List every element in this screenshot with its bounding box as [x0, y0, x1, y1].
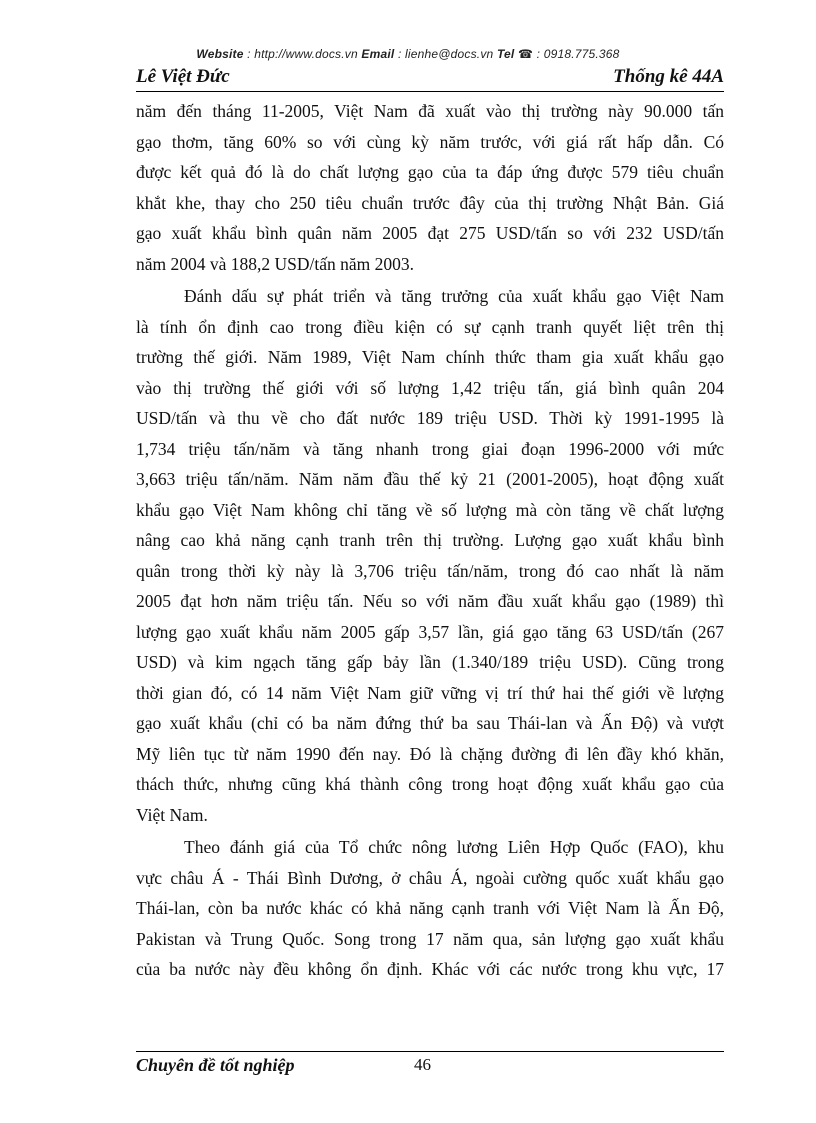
website-label: Website [196, 47, 244, 61]
text-line: của ba nước này đều không ổn định. Khác với các nước trong khu vực, 17 [136, 959, 724, 979]
text-line: khẩu gạo Việt Nam không chỉ tăng về số lượng mà còn tăng về chất lượng [136, 499, 724, 520]
text-line: 3,663 triệu tấn/năm. Năm năm đầu thế kỷ 21 (2001-2005), hoạt động xuất [136, 469, 724, 489]
email-address: : lienhe@docs.vn [394, 47, 497, 61]
tel-number: : 0918.775.368 [533, 47, 620, 61]
footer-title: Chuyên đề tốt nghiệp [136, 1055, 295, 1075]
text-line: nâng cao khả năng cạnh tranh trên thị trường. Lượng gạo xuất khẩu bình [136, 530, 724, 550]
course-name: Thống kê 44A [613, 66, 724, 87]
text-line: được kết quả đó là do chất lượng gạo của ta đáp ứng được 579 tiêu chuẩn [136, 162, 724, 182]
footer-divider [136, 1051, 724, 1052]
text-line: gạo thơm, tăng 60% so với cùng kỳ năm trước, với giá rất hấp dẫn. Có [136, 131, 724, 152]
text-line: vực châu Á - Thái Bình Dương, ở châu Á, ngoài cường quốc xuất khẩu gạo [136, 867, 724, 888]
text-line: Thái-lan, còn ba nước khác có khả năng cạnh tranh với Việt Nam là Ấn Độ, [136, 898, 724, 918]
text-line: gạo xuất khẩu (chỉ có ba năm đứng thứ ba sau Thái-lan và Ấn Độ) và vượt [136, 713, 724, 733]
text-line: gạo xuất khẩu bình quân năm 2005 đạt 275 USD/tấn so với 232 USD/tấn [136, 223, 724, 243]
text-line: 1,734 triệu tấn/năm và tăng nhanh trong giai đoạn 1996-2000 với mức [136, 438, 724, 459]
text-line: Việt Nam. [136, 804, 208, 825]
running-header [136, 66, 724, 88]
text-line: năm 2004 và 188,2 USD/tấn năm 2003. [136, 253, 415, 274]
text-line: vào thị trường thế giới với số lượng 1,42 triệu tấn, giá bình quân 204 [136, 377, 724, 398]
website-contact-line [0, 47, 816, 61]
text-line: Theo đánh giá của Tổ chức nông lương Liên Hợp Quốc (FAO), khu [184, 837, 724, 857]
document-body [136, 96, 724, 985]
text-line: lượng gạo xuất khẩu năm 2005 gấp 3,57 lần, giá gạo tăng 63 USD/tấn (267 [136, 621, 724, 642]
text-line: USD) và kim ngạch tăng gấp bảy lần (1.340/189 triệu USD). Cũng trong [136, 652, 724, 672]
paragraph [136, 96, 724, 279]
text-line: là tính ổn định cao trong điều kiện có sự cạnh tranh quyết liệt trên thị [136, 316, 724, 337]
text-line: năm đến tháng 11-2005, Việt Nam đã xuất vào thị trường này 90.000 tấn [136, 101, 724, 121]
page-number: 46 [414, 1055, 431, 1074]
paragraph [136, 281, 724, 830]
text-line: 2005 đạt hơn năm triệu tấn. Nếu so với năm đầu xuất khẩu gạo (1989) thì [136, 591, 724, 611]
text-line: thời gian đó, có 14 năm Việt Nam giữ vững vị trí thứ hai thế giới về lượng [136, 682, 724, 703]
tel-label: Tel [496, 47, 515, 61]
text-line: thách thức, nhưng cũng khá thành công trong hoạt động xuất khẩu gạo của [136, 774, 724, 794]
paragraph [136, 832, 724, 985]
website-url: : http://www.docs.vn [243, 47, 362, 61]
email-label: Email [361, 47, 395, 61]
author-name: Lê Việt Đức [136, 66, 230, 87]
text-line: Pakistan và Trung Quốc. Song trong 17 năm qua, sản lượng gạo xuất khẩu [136, 928, 724, 949]
header-divider [136, 91, 724, 92]
text-line: USD/tấn và thu về cho đất nước 189 triệu USD. Thời kỳ 1991-1995 là [136, 408, 724, 428]
text-line: khắt khe, thay cho 250 tiêu chuẩn trước đây của thị trường Nhật Bản. Giá [136, 192, 724, 213]
text-line: trường thế giới. Năm 1989, Việt Nam chính thức tham gia xuất khẩu gạo [136, 347, 724, 367]
text-line: Đánh dấu sự phát triển và tăng trưởng của xuất khẩu gạo Việt Nam [184, 286, 724, 306]
phone-icon: ☎ [517, 47, 534, 61]
text-line: quân trong thời kỳ này là 3,706 triệu tấn/năm, trong đó cao nhất là năm [136, 560, 724, 581]
text-line: Mỹ liên tục từ năm 1990 đến nay. Đó là chặng đường đi lên đầy khó khăn, [136, 743, 724, 764]
